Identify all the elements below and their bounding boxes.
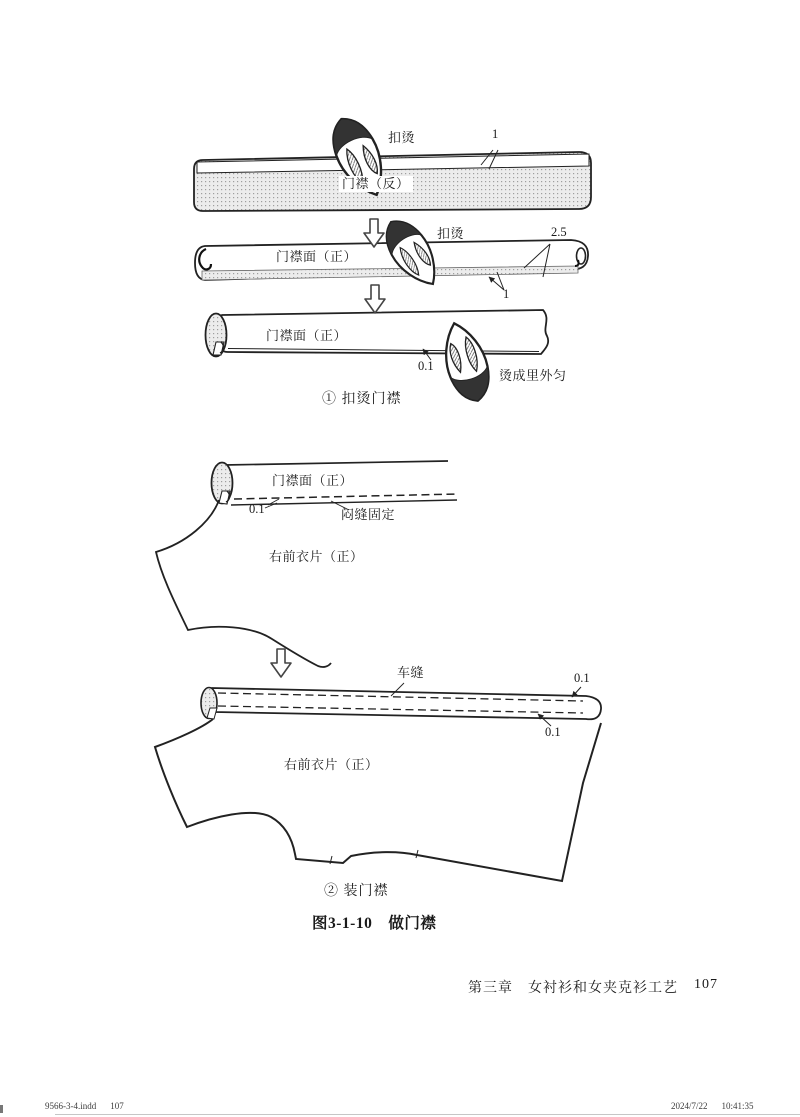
strip-face-finished xyxy=(206,310,549,360)
file-name: 9566-3-4.indd xyxy=(45,1101,97,1111)
file-page: 107 xyxy=(110,1101,124,1111)
page-footer xyxy=(468,977,718,997)
chapter-title: 第三章 女衬衫和女夹克衫工艺 xyxy=(468,981,678,996)
print-date: 2024/7/22 xyxy=(671,1101,708,1111)
page-bottom-rule xyxy=(55,1114,800,1115)
step2-caption: ② 装门襟 xyxy=(324,884,389,899)
print-info-left xyxy=(45,1101,124,1111)
dim-label: 1 xyxy=(492,127,499,141)
dim-label: 0.1 xyxy=(574,671,590,685)
placket-face-label: 门襟面（正） xyxy=(276,249,358,264)
placket-reverse-label: 门襟（反） xyxy=(339,176,413,192)
press-even-note: 烫成里外匀 xyxy=(499,368,567,383)
down-arrow-icon xyxy=(365,285,385,313)
placket-face-label: 门襟面（正） xyxy=(266,328,348,343)
machine-stitch-label: 车缝 xyxy=(397,665,425,680)
page-edge-mark xyxy=(0,1105,3,1113)
figure-caption: 图3-1-10 做门襟 xyxy=(312,915,437,932)
press-label: 扣烫 xyxy=(388,130,416,145)
print-time: 10:41:35 xyxy=(721,1101,754,1111)
dim-label: 2.5 xyxy=(551,225,567,239)
dim-label: 1 xyxy=(503,287,510,301)
dim-label: 0.1 xyxy=(418,359,434,373)
dim-label: 0.1 xyxy=(545,725,561,739)
front-piece-label: 右前衣片（正） xyxy=(284,757,379,772)
front-piece-label: 右前衣片（正） xyxy=(269,549,364,564)
print-info-right xyxy=(671,1101,754,1111)
blind-stitch-note: 闷缝固定 xyxy=(341,507,396,522)
page-number: 107 xyxy=(694,977,718,992)
dim-label: 0.1 xyxy=(249,502,265,516)
down-arrow-icon xyxy=(271,649,291,677)
placket-face-label: 门襟面（正） xyxy=(272,473,354,488)
front-piece-stitched-diagram xyxy=(155,683,601,881)
press-label: 扣烫 xyxy=(437,226,465,241)
step1-caption: ① 扣烫门襟 xyxy=(322,392,402,407)
